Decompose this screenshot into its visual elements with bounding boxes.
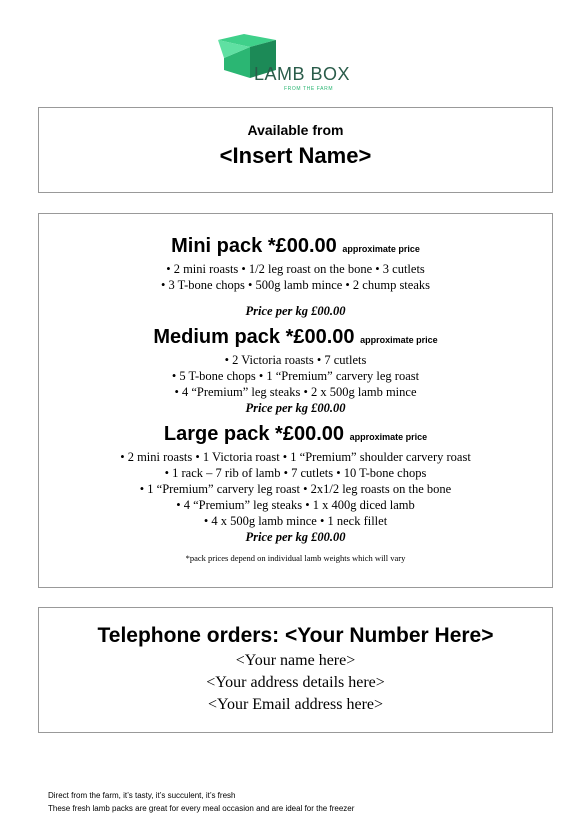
logo-tagline: FROM THE FARM <box>284 86 334 92</box>
medium-pack <box>39 325 552 416</box>
pack-title: Mini pack *£00.00 <box>171 235 337 257</box>
available-from-label: Available from <box>247 122 344 138</box>
lamb-box-logo <box>214 30 384 100</box>
bottom-tagline <box>48 789 354 815</box>
approx-price-label: approximate price <box>360 335 438 345</box>
pack-item-line: • 2 mini roasts • 1 Victoria roast • 1 “Premium” shoulder carvery roast <box>120 450 471 464</box>
tagline-line: Direct from the farm, it’s tasty, it’s succulent, it’s fresh <box>48 791 236 800</box>
price-per-kg: Price per kg £00.00 <box>245 401 346 415</box>
contact-box <box>38 607 553 733</box>
pack-item-line: • 4 “Premium” leg steaks • 1 x 400g diced lamb <box>176 498 415 512</box>
pack-item-line: • 4 x 500g lamb mince • 1 neck fillet <box>203 514 388 528</box>
availability-box <box>38 107 553 193</box>
packs-box <box>38 213 553 588</box>
pack-items <box>39 449 552 529</box>
telephone-orders: Telephone orders: <Your Number Here> <box>97 624 494 647</box>
pack-title: Large pack *£00.00 <box>163 423 345 445</box>
pack-title: Medium pack *£00.00 <box>153 326 355 348</box>
price-footnote: *pack prices depend on individual lamb weights which will vary <box>185 553 406 563</box>
approx-price-label: approximate price <box>349 432 428 442</box>
stockist-name-placeholder: <Insert Name> <box>219 143 372 168</box>
pack-items <box>39 352 552 400</box>
approx-price-label: approximate price <box>342 244 420 254</box>
pack-items <box>39 261 552 293</box>
mini-pack <box>39 234 552 319</box>
logo-name: LAMB BOX <box>254 64 351 84</box>
pack-item-line: • 1 rack – 7 rib of lamb • 7 cutlets • 10 T-bone chops <box>164 466 427 480</box>
contact-email: <Your Email address here> <box>207 696 384 713</box>
contact-details <box>39 650 552 716</box>
contact-address: <Your address details here> <box>206 674 385 691</box>
pack-item-line: • 4 “Premium” leg steaks • 2 x 500g lamb mince <box>174 385 417 399</box>
price-per-kg: Price per kg £00.00 <box>245 530 346 544</box>
pack-item-line: • 5 T-bone chops • 1 “Premium” carvery leg roast <box>171 369 420 383</box>
contact-name: <Your name here> <box>235 652 356 669</box>
pack-item-line: • 2 Victoria roasts • 7 cutlets <box>224 353 367 367</box>
price-per-kg: Price per kg £00.00 <box>245 304 346 318</box>
tagline-line: These fresh lamb packs are great for every meal occasion and are ideal for the freezer <box>48 804 355 813</box>
pack-item-line: • 2 mini roasts • 1/2 leg roast on the bone • 3 cutlets <box>166 262 425 276</box>
pack-item-line: • 3 T-bone chops • 500g lamb mince • 2 chump steaks <box>161 278 430 292</box>
pack-item-line: • 1 “Premium” carvery leg roast • 2x1/2 leg roasts on the bone <box>139 482 452 496</box>
large-pack <box>39 422 552 545</box>
